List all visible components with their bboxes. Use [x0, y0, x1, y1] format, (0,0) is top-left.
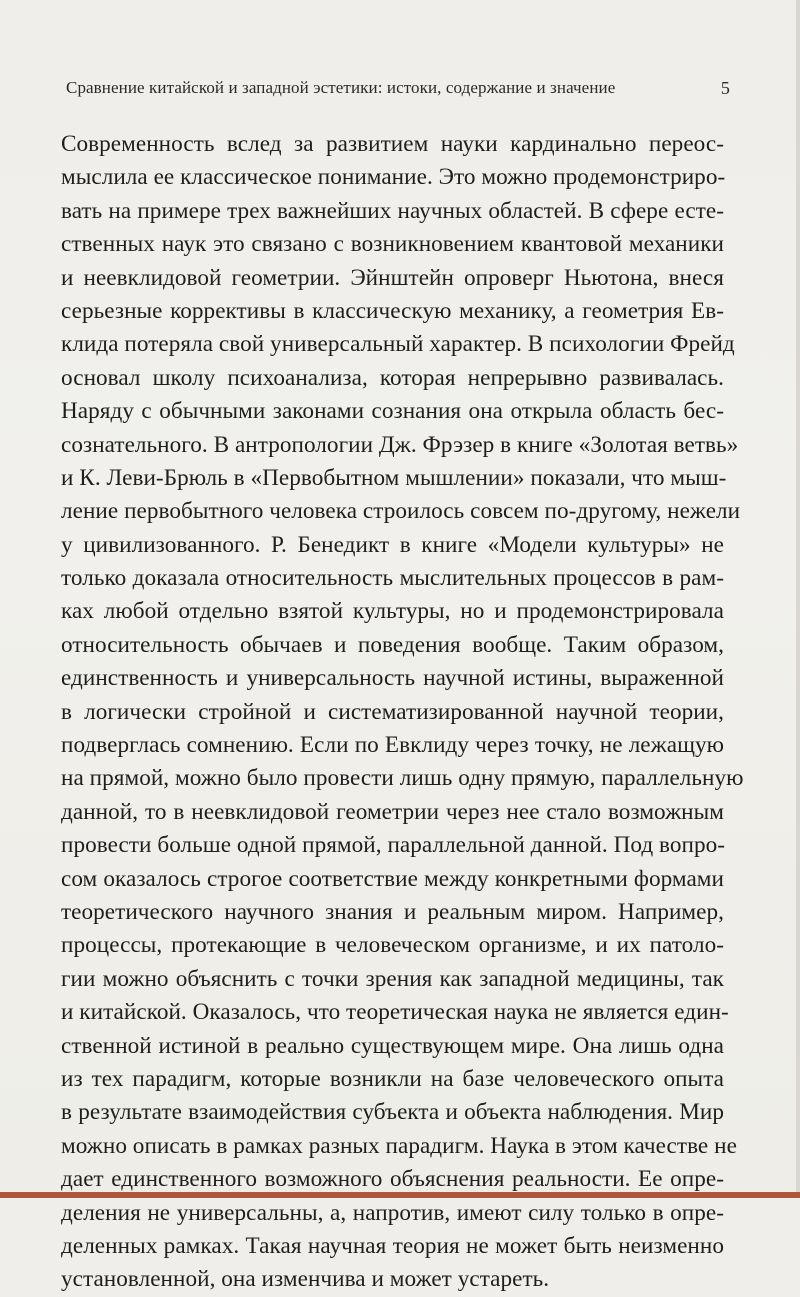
text-line: ственных наук это связано с возникновением квантовой механики [61, 231, 724, 258]
page-bottom-edge [0, 1192, 800, 1198]
text-line: ках любой отдельно взятой культуры, но и продемонстрировала [61, 598, 724, 625]
text-line: и К. Леви-Брюль в «Первобытном мышлении» показали, что мыш- [61, 464, 727, 491]
text-line: у цивилизованного. Р. Бенедикт в книге «Модели культуры» не [61, 531, 724, 558]
text-line: Современность вслед за развитием науки кардинально переос- [61, 131, 724, 157]
body-paragraph [61, 128, 744, 1297]
text-line: на прямой, можно было провести лишь одну прямую, параллельную [61, 765, 744, 792]
text-line: данной, то в неевклидовой геометрии через нее стало возможным [61, 798, 724, 825]
page-number: 5 [720, 78, 730, 98]
page-edge-shadow [796, 0, 800, 1198]
text-line: можно описать в рамках разных парадигм. Наука в этом качестве не [61, 1132, 737, 1159]
text-line: из тех парадигм, которые возникли на базе человеческого опыта [61, 1065, 724, 1092]
text-line: сознательного. В антропологии Дж. Фрэзер в книге «Золотая ветвь» [61, 431, 739, 458]
text-line: вать на примере трех важнейших научных областей. В сфере есте- [61, 197, 724, 224]
text-line: в результате взаимодействия субъекта и объекта наблюдения. Мир [61, 1099, 724, 1126]
text-line: клида потеряла свой универсальный характер. В психологии Фрейд [61, 331, 735, 358]
text-line: деления не универсальны, а, напротив, имеют силу только в опре- [61, 1199, 724, 1226]
text-line: установленной, она изменчива и может устареть. [61, 1266, 550, 1293]
text-line: единственность и универсальность научной истины, выраженной [61, 665, 724, 692]
running-header-title: Сравнение китайской и западной эстетики: истоки, содержание и значение [66, 78, 616, 97]
text-line: деленных рамках. Такая научная теория не может быть неизменно [61, 1232, 724, 1259]
text-line: дает единственного возможного объяснения реальности. Ее опре- [61, 1166, 724, 1193]
text-line: только доказала относительность мыслительных процессов в рам- [61, 565, 724, 592]
text-line: провести больше одной прямой, параллельной данной. Под вопро- [61, 832, 726, 859]
text-line: процессы, протекающие в человеческом организме, и их патоло- [61, 932, 724, 959]
text-line: мыслила ее классическое понимание. Это можно продемонстриро- [61, 164, 726, 191]
text-line: гии можно объяснить с точки зрения как западной медицины, так [61, 965, 724, 992]
text-line: и китайской. Оказалось, что теоретическая наука не является един- [61, 999, 729, 1026]
text-line: основал школу психоанализа, которая непрерывно развивалась. [61, 364, 724, 391]
text-line: и неевклидовой геометрии. Эйнштейн опроверг Ньютона, внеся [61, 264, 724, 291]
text-line: в логически стройной и систематизированной научной теории, [61, 698, 724, 725]
text-line: подверглась сомнению. Если по Евклиду через точку, не лежащую [61, 732, 724, 759]
text-line: сом оказалось строгое соответствие между конкретными формами [61, 865, 724, 892]
text-line: относительность обычаев и поведения вообще. Таким образом, [61, 631, 724, 658]
text-line: теоретического научного знания и реальным миром. Например, [61, 898, 724, 925]
text-line: Наряду с обычными законами сознания она открыла область бес- [61, 398, 724, 425]
text-line: серьезные коррективы в классическую механику, а геометрия Ев- [61, 297, 724, 324]
text-line: ление первобытного человека строилось совсем по-другому, нежели [61, 498, 741, 525]
text-line: ственной истиной в реально существующем мире. Она лишь одна [61, 1032, 724, 1059]
